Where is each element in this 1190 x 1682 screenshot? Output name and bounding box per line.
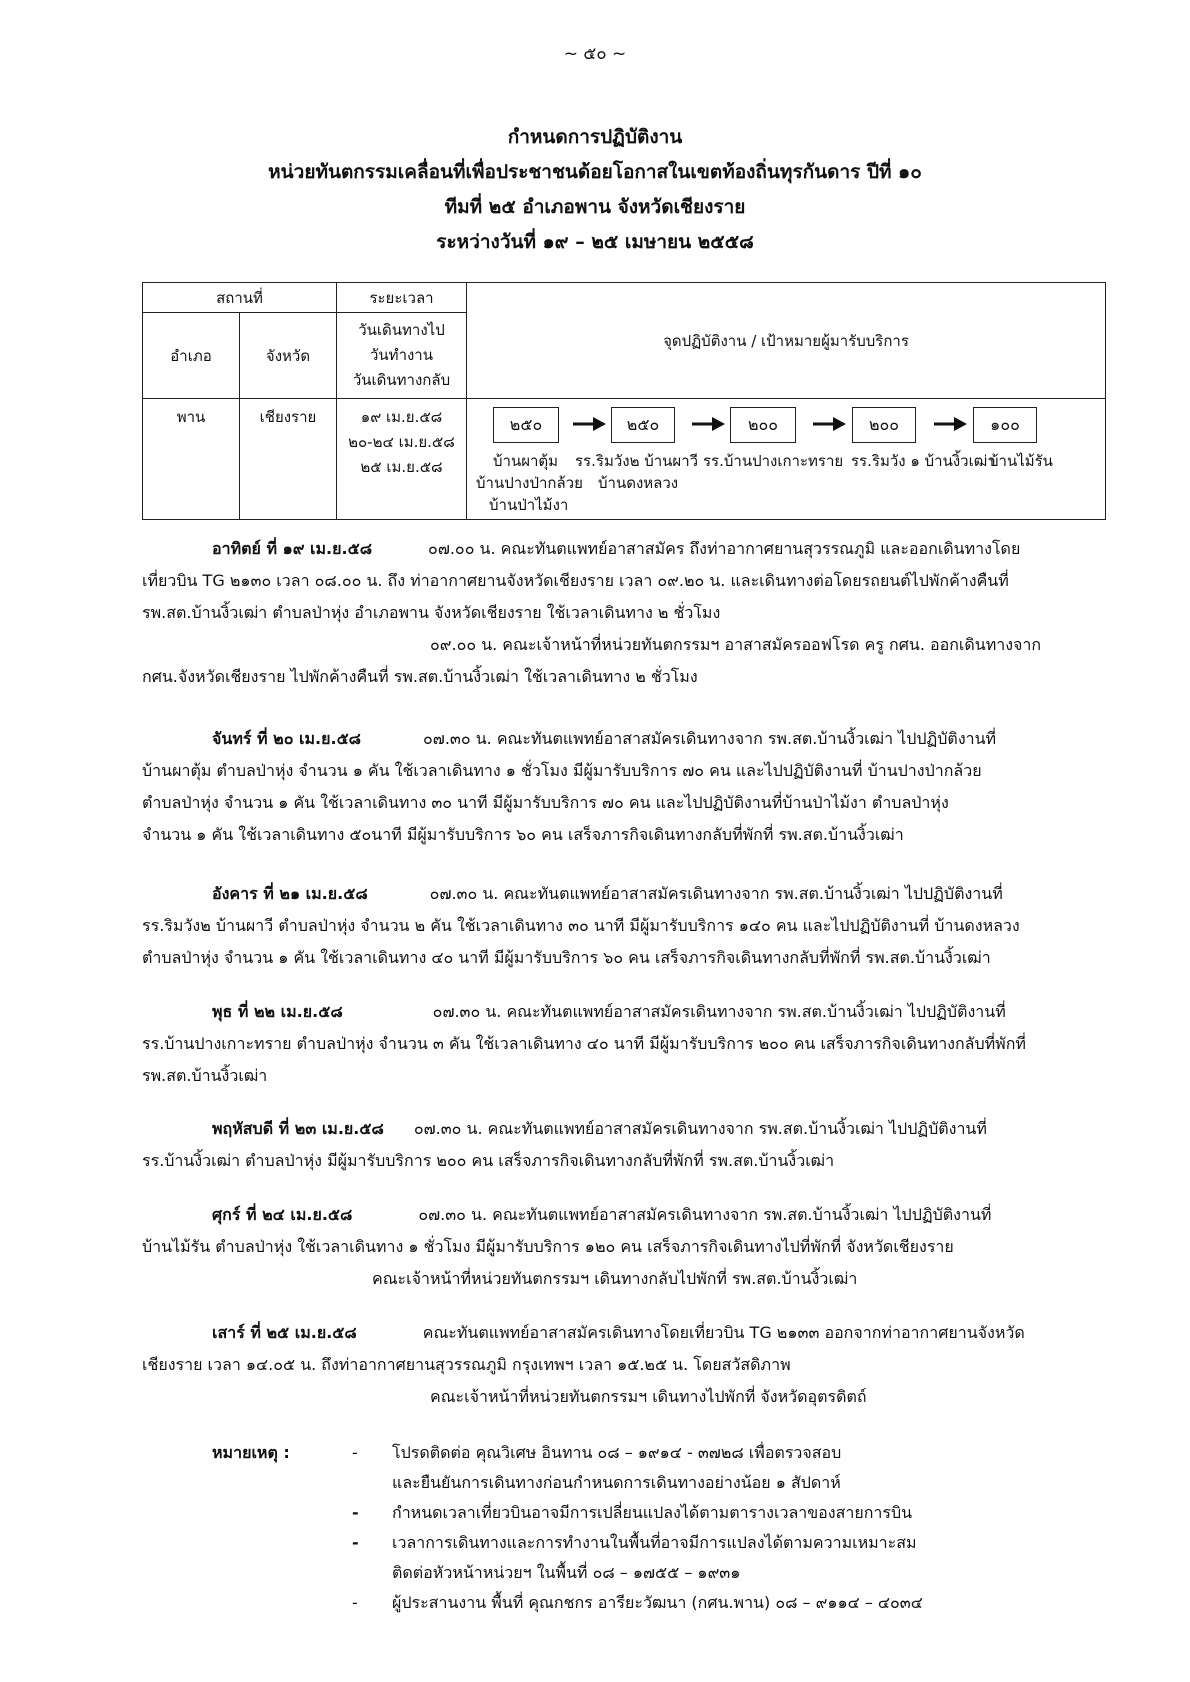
day-text: คณะทันตแพทย์อาสาสมัครเดินทางโดยเที่ยวบิน TG ๒๑๓๓ ออกจากท่าอากาศยานจังหวัด (422, 1323, 1025, 1342)
arrow-right-icon (934, 414, 968, 434)
day-friday (142, 1199, 1107, 1295)
target-box: ๑๐๐ (973, 407, 1037, 443)
place-label: รร.ริมวัง๒ บ้านผาวี (575, 452, 699, 470)
doc-title: กำหนดการปฏิบัติงาน (507, 126, 683, 148)
day-text: รพ.สต.บ้านงิ้วเฒ่า ตำบลป่าหุ่ง อำเภอพาน จังหวัดเชียงราย ใช้เวลาเดินทาง ๒ ชั่วโมง (142, 603, 721, 622)
note-text: เวลาการเดินทางและการทำงานในพื้นที่อาจมีการแปลงได้ตามความเหมาะสม ติดต่อหัวหน้าหน่วยฯ ในพื้นที่ ๐๘ – ๑๗๕๕ – ๑๙๓๑ (392, 1533, 917, 1582)
day-text: รร.ริมวัง๒ บ้านผาวี ตำบลป่าหุ่ง จำนวน ๒ คัน ใช้เวลาเดินทาง ๓๐ นาที มีผู้มารับบริการ ๑๔๐ คน และไปปฏิบัติงานที่ บ้านดงหลวง (142, 916, 1020, 935)
day-monday (142, 723, 1107, 851)
target-box: ๒๐๐ (852, 407, 916, 443)
place-label: รร.ริมวัง ๑ บ้านงิ้วเฒ่า (851, 452, 996, 470)
day-text: ตำบลป่าหุ่ง จำนวน ๑ คัน ใช้เวลาเดินทาง ๔๐ นาที มีผู้มารับบริการ ๖๐ คน เสร็จภารกิจเดินทางกลับที่พักที่ รพ.สต.บ้านงิ้วเฒ่า (142, 948, 991, 967)
day-saturday (142, 1317, 1107, 1413)
place-label: บ้านดงหลวง (598, 474, 679, 492)
arrow-right-icon (692, 414, 726, 434)
note-dash: - (352, 1503, 359, 1522)
day-label: ศุกร์ ที่ ๒๔ เม.ย.๕๘ (212, 1205, 353, 1224)
target-box: ๒๐๐ (730, 407, 796, 443)
place-label: รร.บ้านปางเกาะทราย (703, 452, 844, 470)
header-period: ระยะเวลา (337, 283, 467, 313)
target-flow (467, 399, 1105, 519)
day-text: ๐๗.๓๐ น. คณะทันตแพทย์อาสาสมัครเดินทางจาก รพ.สต.บ้านงิ้วเฒ่า ไปปฏิบัติงานที่ (418, 1205, 992, 1224)
day-text: รร.บ้านงิ้วเฒ่า ตำบลป่าหุ่ง มีผู้มารับบริการ ๒๐๐ คน เสร็จภารกิจเดินทางกลับที่พักที่ รพ.สต.บ้านงิ้วเฒ่า (142, 1151, 835, 1170)
day-text: ๐๗.๐๐ น. คณะทันตแพทย์อาสาสมัคร ถึงท่าอากาศยานสุวรรณภูมิ และออกเดินทางโดย (428, 539, 1021, 558)
day-text: ๐๗.๓๐ น. คณะทันตแพทย์อาสาสมัครเดินทางจาก รพ.สต.บ้านงิ้วเฒ่า ไปปฏิบัติงานที่ (429, 884, 1003, 903)
day-label: พุธ ที่ ๒๒ เม.ย.๕๘ (212, 1002, 343, 1021)
arrow-right-icon (573, 414, 607, 434)
day-text: ๐๗.๓๐ น. คณะทันตแพทย์อาสาสมัครเดินทางจาก รพ.สต.บ้านงิ้วเฒ่า ไปปฏิบัติงานที่ (413, 1119, 987, 1138)
place-label: บ้านปางป่ากล้วย (476, 474, 583, 492)
day-label: อาทิตย์ ที่ ๑๙ เม.ย.๕๘ (212, 539, 373, 558)
note-text: โปรดติดต่อ คุณวิเศษ อินทาน ๐๘ – ๑๙๑๔ - ๓๗๒๘ เพื่อตรวจสอบ และยืนยันการเดินทางก่อนกำหนดการเดินทางอย่างน้อย ๑ สัปดาห์ (392, 1443, 842, 1492)
day-text: ๐๙.๐๐ น. คณะเจ้าหน้าที่หน่วยทันตกรรมฯ อาสาสมัครออฟโรด ครู กศน. ออกเดินทางจาก (430, 635, 1042, 654)
day-text: เที่ยวบิน TG ๒๑๓๐ เวลา ๐๘.๐๐ น. ถึง ท่าอากาศยานจังหวัดเชียงราย เวลา ๐๙.๒๐ น. และเดินทางต่อโดยรถยนต์ไปพักค้างคืนที่ (142, 571, 1009, 590)
row-dates: ๑๙ เม.ย.๕๘ ๒๐-๒๔ เม.ย.๕๘ ๒๕ เม.ย.๕๘ (337, 399, 467, 520)
header-period-sub: วันเดินทางไป วันทำงาน วันเดินทางกลับ (337, 313, 467, 399)
place-label: บ้านไม้รัน (989, 452, 1053, 470)
day-label: เสาร์ ที่ ๒๕ เม.ย.๕๘ (212, 1323, 357, 1342)
day-text: จำนวน ๑ คัน ใช้เวลาเดินทาง ๕๐นาที มีผู้มารับบริการ ๖๐ คน เสร็จภารกิจเดินทางกลับที่พักที่ รพ.สต.บ้านงิ้วเฒ่า (142, 825, 904, 844)
day-text: รร.บ้านปางเกาะทราย ตำบลป่าหุ่ง จำนวน ๓ คัน ใช้เวลาเดินทาง ๔๐ นาที มีผู้มารับบริการ ๒๐๐ คน เสร็จภารกิจเดินทางกลับที่พักที่ (142, 1034, 1026, 1053)
page-number: ~ ๕๐ ~ (563, 44, 627, 64)
day-label: อังคาร ที่ ๒๑ เม.ย.๕๘ (212, 884, 368, 903)
header-district: อำเภอ (143, 313, 240, 399)
notes-label: หมายเหตุ : (212, 1443, 290, 1462)
header-target: จุดปฏิบัติงาน / เป้าหมายผู้มารับบริการ (467, 283, 1106, 399)
note-dash: - (352, 1443, 358, 1462)
doc-subtitle: หน่วยทันตกรรมเคลื่อนที่เพื่อประชาชนด้อยโอกาสในเขตท้องถิ่นทุรกันดาร ปีที่ ๑๐ (268, 161, 922, 183)
header-place: สถานที่ (143, 283, 337, 313)
note-dash: - (352, 1533, 359, 1552)
doc-team: ทีมที่ ๒๕ อำเภอพาน จังหวัดเชียงราย (444, 196, 746, 218)
day-text: ตำบลป่าหุ่ง จำนวน ๑ คัน ใช้เวลาเดินทาง ๓๐ นาที มีผู้มารับบริการ ๗๐ คน และไปปฏิบัติงานที่บ้านป่าไม้งา ตำบลป่าหุ่ง (142, 793, 949, 812)
place-label: บ้านป่าไม้งา (489, 496, 569, 514)
day-text: คณะเจ้าหน้าที่หน่วยทันตกรรมฯ เดินทางไปพักที่ จังหวัดอุตรดิตถ์ (430, 1387, 867, 1406)
day-text: ๐๗.๓๐ น. คณะทันตแพทย์อาสาสมัครเดินทางจาก รพ.สต.บ้านงิ้วเฒ่า ไปปฏิบัติงานที่ (423, 729, 997, 748)
note-text: ผู้ประสานงาน พื้นที่ คุณกชกร อารียะวัฒนา (กศน.พาน) ๐๘ – ๙๑๑๔ – ๔๐๓๔ (392, 1593, 923, 1612)
note-text: กำหนดเวลาเที่ยวบินอาจมีการเปลี่ยนแปลงได้ตามตารางเวลาของสายการบิน (392, 1503, 913, 1522)
target-flow-cell (467, 399, 1106, 520)
place-label: บ้านผาตุ้ม (493, 452, 559, 470)
day-tuesday (142, 878, 1107, 974)
target-box: ๒๕๐ (493, 407, 559, 443)
note-dash: - (352, 1593, 358, 1612)
day-text: รพ.สต.บ้านงิ้วเฒ่า (142, 1066, 268, 1085)
day-sunday (142, 533, 1107, 693)
day-text: กศน.จังหวัดเชียงราย ไปพักค้างคืนที่ รพ.สต.บ้านงิ้วเฒ่า ใช้เวลาเดินทาง ๒ ชั่วโมง (142, 667, 698, 686)
day-text: คณะเจ้าหน้าที่หน่วยทันตกรรมฯ เดินทางกลับไปพักที่ รพ.สต.บ้านงิ้วเฒ่า (372, 1269, 858, 1288)
day-label: จันทร์ ที่ ๒๐ เม.ย.๕๘ (212, 729, 362, 748)
day-text: บ้านไม้รัน ตำบลป่าหุ่ง ใช้เวลาเดินทาง ๑ ชั่วโมง มีผู้มารับบริการ ๑๒๐ คน เสร็จภารกิจเดินทางไปที่พักที่ จังหวัดเชียงราย (142, 1237, 954, 1256)
arrow-right-icon (813, 414, 847, 434)
schedule-table (142, 282, 1106, 520)
row-province: เชียงราย (240, 399, 337, 520)
day-text: บ้านผาตุ้ม ตำบลป่าหุ่ง จำนวน ๑ คัน ใช้เวลาเดินทาง ๑ ชั่วโมง มีผู้มารับบริการ ๗๐ คน และไปปฏิบัติงานที่ บ้านปางป่ากล้วย (142, 761, 982, 780)
row-district: พาน (143, 399, 240, 520)
header-province: จังหวัด (240, 313, 337, 399)
day-label: พฤหัสบดี ที่ ๒๓ เม.ย.๕๘ (212, 1119, 384, 1138)
day-wednesday (142, 996, 1107, 1092)
day-text: ๐๗.๓๐ น. คณะทันตแพทย์อาสาสมัครเดินทางจาก รพ.สต.บ้านงิ้วเฒ่า ไปปฏิบัติงานที่ (432, 1002, 1006, 1021)
doc-dates: ระหว่างวันที่ ๑๙ – ๒๕ เมษายน ๒๕๕๘ (436, 231, 754, 253)
target-box: ๒๕๐ (611, 407, 675, 443)
day-thursday (142, 1113, 1107, 1177)
day-text: เชียงราย เวลา ๑๔.๐๕ น. ถึงท่าอากาศยานสุวรรณภูมิ กรุงเทพฯ เวลา ๑๕.๒๕ น. โดยสวัสดิภาพ (142, 1355, 791, 1374)
